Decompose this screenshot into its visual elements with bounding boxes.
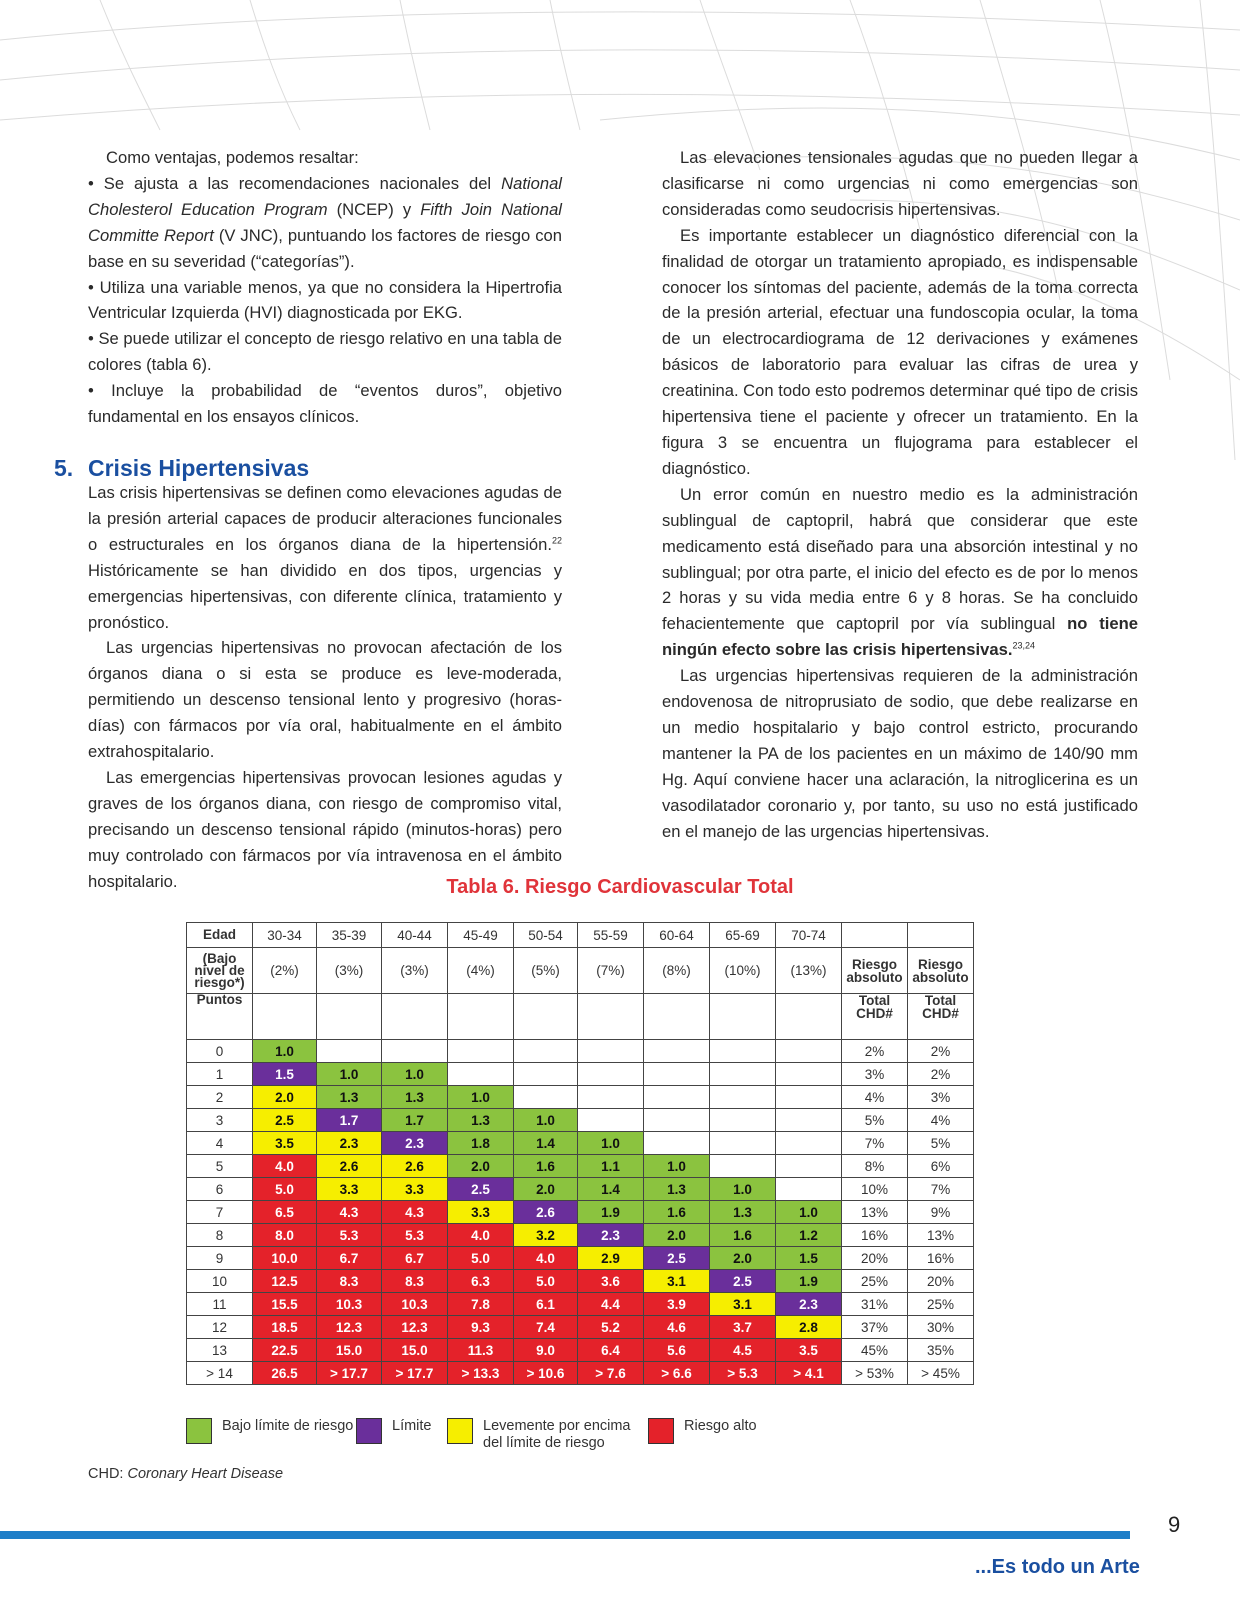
table-row bbox=[187, 1339, 974, 1362]
risk-cell: 2.6 bbox=[382, 1155, 448, 1178]
risk-cell: 10.3 bbox=[317, 1293, 382, 1316]
risk-cell bbox=[710, 1086, 776, 1109]
risk-cell: 6.4 bbox=[578, 1339, 644, 1362]
riesgo-absoluto-cell: 45% bbox=[842, 1339, 908, 1362]
risk-cell bbox=[578, 1086, 644, 1109]
legend-red-label: Riesgo alto bbox=[684, 1418, 757, 1434]
risk-cell bbox=[644, 1086, 710, 1109]
age-group-header: 60-64 bbox=[644, 923, 710, 948]
risk-cell bbox=[514, 1063, 578, 1086]
risk-cell bbox=[776, 1178, 842, 1201]
risk-cell bbox=[776, 1063, 842, 1086]
risk-cell bbox=[644, 1109, 710, 1132]
risk-table bbox=[186, 922, 974, 1385]
points-cell: 0 bbox=[187, 1040, 253, 1063]
age-group-header: 55-59 bbox=[578, 923, 644, 948]
diagnostico-paragraph: Es importante establecer un diagnóstico diferencial con la finalidad de otorgar un tratamiento apropiado, es indispensable conocer los síntomas del paciente, además de la toma correcta de la presión arterial, efectuar una fundoscopia ocular, la toma de un electrocardiograma de 12 derivaciones y exámenes básicos de laboratorio para evaluar las cifras de urea y creatinina. Con todo esto podremos determinar qué tipo de crisis hipertensiva tiene el paciente y ofrecer un tratamiento. En la figura 3 se encuentra un flujograma para establecer el diagnóstico. bbox=[662, 225, 1138, 478]
legend-green bbox=[186, 1418, 353, 1444]
risk-cell: 26.5 bbox=[253, 1362, 317, 1385]
risk-cell: 1.0 bbox=[382, 1063, 448, 1086]
right-text-column bbox=[662, 145, 1138, 844]
risk-cell: 5.3 bbox=[382, 1224, 448, 1247]
riesgo-absoluto-cell: 5% bbox=[842, 1109, 908, 1132]
risk-cell bbox=[644, 1040, 710, 1063]
risk-cell: 12.5 bbox=[253, 1270, 317, 1293]
risk-cell: 10.3 bbox=[382, 1293, 448, 1316]
riesgo-absoluto-cell: 16% bbox=[842, 1224, 908, 1247]
risk-cell: 15.0 bbox=[382, 1339, 448, 1362]
risk-cell: 1.3 bbox=[382, 1086, 448, 1109]
risk-cell: 8.3 bbox=[382, 1270, 448, 1293]
table-row bbox=[187, 1316, 974, 1339]
risk-cell: 3.2 bbox=[514, 1224, 578, 1247]
risk-cell: 7.8 bbox=[448, 1293, 514, 1316]
points-cell: 2 bbox=[187, 1086, 253, 1109]
risk-cell: 1.3 bbox=[448, 1109, 514, 1132]
riesgo-absoluto-cell: > 53% bbox=[842, 1362, 908, 1385]
risk-cell: 1.4 bbox=[514, 1132, 578, 1155]
risk-cell bbox=[710, 1040, 776, 1063]
bullet-hvi: • Utiliza una variable menos, ya que no considera la Hipertrofia Ventricular Izquierda (HVI) diagnosticada por EKG. bbox=[88, 277, 562, 323]
risk-cell: 5.6 bbox=[644, 1339, 710, 1362]
table-row bbox=[187, 1224, 974, 1247]
riesgo-absoluto-cell: 31% bbox=[842, 1293, 908, 1316]
riesgo-absoluto-cell: 2% bbox=[842, 1040, 908, 1063]
risk-cell: 2.8 bbox=[776, 1316, 842, 1339]
table-row bbox=[187, 1063, 974, 1086]
points-cell: 5 bbox=[187, 1155, 253, 1178]
points-cell: 3 bbox=[187, 1109, 253, 1132]
left-text-column bbox=[88, 145, 562, 894]
risk-cell: 4.6 bbox=[644, 1316, 710, 1339]
table-row bbox=[187, 1293, 974, 1316]
risk-cell bbox=[644, 1063, 710, 1086]
risk-cell: 2.5 bbox=[644, 1247, 710, 1270]
points-cell: 12 bbox=[187, 1316, 253, 1339]
risk-cell bbox=[776, 1132, 842, 1155]
legend-purple-swatch bbox=[356, 1418, 382, 1444]
risk-cell: 10.0 bbox=[253, 1247, 317, 1270]
risk-cell: 8.3 bbox=[317, 1270, 382, 1293]
risk-cell: 2.3 bbox=[776, 1293, 842, 1316]
empty-header-cell bbox=[253, 994, 317, 1040]
risk-cell: 5.3 bbox=[317, 1224, 382, 1247]
risk-cell: 4.3 bbox=[317, 1201, 382, 1224]
risk-cell: 3.9 bbox=[644, 1293, 710, 1316]
risk-cell bbox=[710, 1132, 776, 1155]
risk-cell bbox=[710, 1063, 776, 1086]
points-cell: 8 bbox=[187, 1224, 253, 1247]
risk-cell: 4.5 bbox=[710, 1339, 776, 1362]
footer-bar bbox=[0, 1531, 1130, 1539]
crisis-definition-paragraph: Las crisis hipertensivas se definen como elevaciones agudas de la presión arterial capaces de producir alteraciones funcionales o estructurales en los órganos diana de la hipertensión.$^{22}$ Históricamente se han dividido en dos tipos, urgencias y emergencias hipertensivas, con diferente clínica, tratamiento y pronóstico. bbox=[88, 482, 562, 632]
risk-cell: 2.9 bbox=[578, 1247, 644, 1270]
emergencias-paragraph: Las emergencias hipertensivas provocan lesiones agudas y graves de los órganos diana, con riesgo de compromiso vital, precisando un descenso tensional rápido (minutos-horas) pero muy controlado con fármacos por vía intravenosa en el ámbito hospitalario. bbox=[88, 767, 562, 891]
points-cell: 4 bbox=[187, 1132, 253, 1155]
total-chd-cell: 16% bbox=[908, 1247, 974, 1270]
total-chd-cell: 13% bbox=[908, 1224, 974, 1247]
points-cell: 6 bbox=[187, 1178, 253, 1201]
risk-cell: 1.9 bbox=[578, 1201, 644, 1224]
risk-cell: 5.0 bbox=[514, 1270, 578, 1293]
risk-cell: 4.0 bbox=[514, 1247, 578, 1270]
edad-label: Edad bbox=[187, 923, 253, 948]
risk-cell: 6.3 bbox=[448, 1270, 514, 1293]
risk-cell: 1.0 bbox=[776, 1201, 842, 1224]
points-cell: 10 bbox=[187, 1270, 253, 1293]
age-group-header: 35-39 bbox=[317, 923, 382, 948]
risk-cell: 1.0 bbox=[710, 1178, 776, 1201]
risk-cell: 1.0 bbox=[253, 1040, 317, 1063]
risk-cell: 3.1 bbox=[644, 1270, 710, 1293]
risk-cell: > 6.6 bbox=[644, 1362, 710, 1385]
risk-cell: 3.1 bbox=[710, 1293, 776, 1316]
risk-cell: 1.3 bbox=[644, 1178, 710, 1201]
risk-cell: 3.3 bbox=[317, 1178, 382, 1201]
low-risk-header: (3%) bbox=[317, 948, 382, 994]
total-chd-header: Total CHD# bbox=[842, 994, 908, 1040]
table-row bbox=[187, 1086, 974, 1109]
risk-cell: 1.0 bbox=[514, 1109, 578, 1132]
risk-cell: 2.6 bbox=[514, 1201, 578, 1224]
risk-cell: > 10.6 bbox=[514, 1362, 578, 1385]
empty-header-cell bbox=[448, 994, 514, 1040]
total-chd-cell: 3% bbox=[908, 1086, 974, 1109]
table-header-low-risk bbox=[187, 948, 974, 994]
low-risk-header: (4%) bbox=[448, 948, 514, 994]
total-chd-cell: 9% bbox=[908, 1201, 974, 1224]
riesgo-absoluto-cell: 13% bbox=[842, 1201, 908, 1224]
points-cell: 9 bbox=[187, 1247, 253, 1270]
risk-cell: 12.3 bbox=[317, 1316, 382, 1339]
risk-cell: 2.0 bbox=[644, 1224, 710, 1247]
riesgo-absoluto-cell: 7% bbox=[842, 1132, 908, 1155]
chd-footnote: CHD: Coronary Heart Disease bbox=[88, 1466, 284, 1482]
risk-cell: 12.3 bbox=[382, 1316, 448, 1339]
risk-cell bbox=[644, 1132, 710, 1155]
footer-tagline: ...Es todo un Arte bbox=[975, 1556, 1140, 1578]
riesgo-absoluto-header: Riesgo absoluto bbox=[908, 948, 974, 994]
bajo-nivel-label: (Bajo nivel de riesgo*) bbox=[187, 948, 253, 994]
total-chd-cell: 5% bbox=[908, 1132, 974, 1155]
risk-cell bbox=[776, 1086, 842, 1109]
empty-header-cell bbox=[776, 994, 842, 1040]
risk-cell: 8.0 bbox=[253, 1224, 317, 1247]
table-row bbox=[187, 1132, 974, 1155]
risk-cell: 11.3 bbox=[448, 1339, 514, 1362]
empty-header-cell bbox=[710, 994, 776, 1040]
table-row bbox=[187, 1270, 974, 1293]
risk-cell: > 7.6 bbox=[578, 1362, 644, 1385]
risk-cell: 6.1 bbox=[514, 1293, 578, 1316]
risk-cell bbox=[514, 1086, 578, 1109]
riesgo-absoluto-cell: 4% bbox=[842, 1086, 908, 1109]
risk-cell: 4.3 bbox=[382, 1201, 448, 1224]
low-risk-header: (3%) bbox=[382, 948, 448, 994]
risk-cell: 2.6 bbox=[317, 1155, 382, 1178]
risk-cell: 1.6 bbox=[514, 1155, 578, 1178]
legend-yellow-label: Levemente por encima del límite de riesgo bbox=[483, 1418, 631, 1451]
risk-cell: 1.7 bbox=[382, 1109, 448, 1132]
total-chd-cell: 25% bbox=[908, 1293, 974, 1316]
table-row bbox=[187, 1247, 974, 1270]
risk-cell: 1.2 bbox=[776, 1224, 842, 1247]
empty-header-cell bbox=[578, 994, 644, 1040]
risk-cell bbox=[448, 1063, 514, 1086]
risk-cell: > 17.7 bbox=[317, 1362, 382, 1385]
risk-cell: 9.3 bbox=[448, 1316, 514, 1339]
low-risk-header: (5%) bbox=[514, 948, 578, 994]
risk-cell bbox=[578, 1063, 644, 1086]
table-row bbox=[187, 1155, 974, 1178]
risk-cell bbox=[514, 1040, 578, 1063]
risk-cell: 2.0 bbox=[253, 1086, 317, 1109]
risk-cell bbox=[776, 1040, 842, 1063]
total-chd-cell: 6% bbox=[908, 1155, 974, 1178]
risk-cell: 15.5 bbox=[253, 1293, 317, 1316]
risk-cell: 18.5 bbox=[253, 1316, 317, 1339]
table-header-points bbox=[187, 994, 974, 1040]
risk-cell: > 13.3 bbox=[448, 1362, 514, 1385]
riesgo-absoluto-cell: 25% bbox=[842, 1270, 908, 1293]
risk-cell: 1.6 bbox=[710, 1224, 776, 1247]
risk-cell: 15.0 bbox=[317, 1339, 382, 1362]
risk-cell: 2.3 bbox=[317, 1132, 382, 1155]
risk-cell: 1.4 bbox=[578, 1178, 644, 1201]
empty-header-cell bbox=[644, 994, 710, 1040]
risk-cell: 3.3 bbox=[382, 1178, 448, 1201]
legend-yellow-swatch bbox=[447, 1418, 473, 1444]
risk-cell: > 5.3 bbox=[710, 1362, 776, 1385]
legend-red bbox=[648, 1418, 757, 1444]
risk-cell bbox=[448, 1040, 514, 1063]
points-cell: > 14 bbox=[187, 1362, 253, 1385]
risk-cell: 1.5 bbox=[253, 1063, 317, 1086]
low-risk-header: (7%) bbox=[578, 948, 644, 994]
riesgo-absoluto-cell: 10% bbox=[842, 1178, 908, 1201]
bullet-hard-events: • Incluye la probabilidad de “eventos duros”, objetivo fundamental en los ensayos clínicos. bbox=[88, 381, 562, 427]
age-group-header: 70-74 bbox=[776, 923, 842, 948]
risk-cell bbox=[382, 1040, 448, 1063]
riesgo-absoluto-cell: 20% bbox=[842, 1247, 908, 1270]
total-chd-cell: 2% bbox=[908, 1063, 974, 1086]
risk-cell: 4.0 bbox=[448, 1224, 514, 1247]
total-chd-header: Total CHD# bbox=[908, 994, 974, 1040]
risk-cell: 1.7 bbox=[317, 1109, 382, 1132]
risk-cell: 6.7 bbox=[317, 1247, 382, 1270]
total-chd-cell: 35% bbox=[908, 1339, 974, 1362]
seudocrisis-paragraph: Las elevaciones tensionales agudas que no pueden llegar a clasificarse ni como urgencias ni como emergencias son consideradas como seudocrisis hipertensivas. bbox=[662, 148, 1138, 219]
legend-green-swatch bbox=[186, 1418, 212, 1444]
page-number: 9 bbox=[1168, 1512, 1181, 1537]
risk-cell: 1.8 bbox=[448, 1132, 514, 1155]
advantages-intro: Como ventajas, podemos resaltar: bbox=[106, 148, 359, 167]
risk-cell: 5.0 bbox=[253, 1178, 317, 1201]
points-cell: 1 bbox=[187, 1063, 253, 1086]
legend-green-label: Bajo límite de riesgo bbox=[222, 1418, 354, 1434]
total-chd-cell: 20% bbox=[908, 1270, 974, 1293]
risk-cell: 2.3 bbox=[578, 1224, 644, 1247]
risk-cell bbox=[710, 1155, 776, 1178]
empty-header-cell bbox=[317, 994, 382, 1040]
risk-cell: 2.5 bbox=[710, 1270, 776, 1293]
risk-cell: > 4.1 bbox=[776, 1362, 842, 1385]
risk-cell: 6.5 bbox=[253, 1201, 317, 1224]
risk-cell: 2.3 bbox=[382, 1132, 448, 1155]
nitroprusiato-paragraph: Las urgencias hipertensivas requieren de la administración endovenosa de nitroprusiato de sodio, que debe realizarse en un medio hospitalario y bajo control estricto, procurando mantener la PA de los pacientes en un máximo de 140/90 mm Hg. Aquí conviene hacer una aclaración, la nitroglicerina es un vasodilatador coronario y, por tanto, su uso no está justificado en el manejo de las urgencias hipertensivas. bbox=[662, 666, 1138, 841]
riesgo-absoluto-header: Riesgo absoluto bbox=[842, 948, 908, 994]
risk-cell: 1.3 bbox=[317, 1086, 382, 1109]
risk-cell: 22.5 bbox=[253, 1339, 317, 1362]
risk-cell bbox=[578, 1040, 644, 1063]
risk-cell: 2.5 bbox=[448, 1178, 514, 1201]
risk-cell: 2.0 bbox=[710, 1247, 776, 1270]
empty-header-cell bbox=[908, 923, 974, 948]
urgencias-paragraph: Las urgencias hipertensivas no provocan afectación de los órganos diana o si esta se produce es leve-moderada, permitiendo un descenso tensional lento y progresivo (horas-días) con fármacos por vía oral, habitualmente en el ámbito extrahospitalario. bbox=[88, 638, 562, 762]
legend-yellow bbox=[447, 1418, 631, 1452]
risk-cell: 2.0 bbox=[514, 1178, 578, 1201]
total-chd-cell: 2% bbox=[908, 1040, 974, 1063]
low-risk-header: (13%) bbox=[776, 948, 842, 994]
risk-cell: 1.0 bbox=[317, 1063, 382, 1086]
risk-cell: 2.5 bbox=[253, 1109, 317, 1132]
risk-cell bbox=[317, 1040, 382, 1063]
risk-cell: 1.0 bbox=[644, 1155, 710, 1178]
points-cell: 11 bbox=[187, 1293, 253, 1316]
total-chd-cell: 4% bbox=[908, 1109, 974, 1132]
risk-cell bbox=[776, 1109, 842, 1132]
risk-cell: 3.6 bbox=[578, 1270, 644, 1293]
risk-cell: 1.0 bbox=[448, 1086, 514, 1109]
risk-cell: 5.0 bbox=[448, 1247, 514, 1270]
puntos-label: Puntos bbox=[187, 994, 253, 1040]
table-row bbox=[187, 1109, 974, 1132]
age-group-header: 45-49 bbox=[448, 923, 514, 948]
legend-purple-label: Límite bbox=[392, 1418, 432, 1434]
risk-cell: 1.1 bbox=[578, 1155, 644, 1178]
risk-cell: 3.7 bbox=[710, 1316, 776, 1339]
empty-header-cell bbox=[514, 994, 578, 1040]
empty-header-cell bbox=[382, 994, 448, 1040]
risk-cell: 9.0 bbox=[514, 1339, 578, 1362]
risk-cell: 1.0 bbox=[578, 1132, 644, 1155]
total-chd-cell: 30% bbox=[908, 1316, 974, 1339]
empty-header-cell bbox=[842, 923, 908, 948]
section-heading bbox=[54, 455, 309, 482]
low-risk-header: (10%) bbox=[710, 948, 776, 994]
risk-cell: > 17.7 bbox=[382, 1362, 448, 1385]
table-title: Tabla 6. Riesgo Cardiovascular Total bbox=[446, 876, 794, 898]
risk-cell: 1.9 bbox=[776, 1270, 842, 1293]
risk-cell: 4.0 bbox=[253, 1155, 317, 1178]
section-number: 5. bbox=[54, 455, 74, 481]
risk-cell: 3.3 bbox=[448, 1201, 514, 1224]
section-title: Crisis Hipertensivas bbox=[88, 455, 310, 481]
points-cell: 13 bbox=[187, 1339, 253, 1362]
low-risk-header: (8%) bbox=[644, 948, 710, 994]
total-chd-cell: > 45% bbox=[908, 1362, 974, 1385]
age-group-header: 30-34 bbox=[253, 923, 317, 948]
total-chd-cell: 7% bbox=[908, 1178, 974, 1201]
risk-cell bbox=[776, 1155, 842, 1178]
risk-cell: 1.6 bbox=[644, 1201, 710, 1224]
table-row bbox=[187, 1178, 974, 1201]
risk-cell bbox=[710, 1109, 776, 1132]
bullet-ncep: • Se ajusta a las recomendaciones nacionales del National Cholesterol Education Program (NCEP) y Fifth Join National Committe Report (V JNC), puntuando los factores de riesgo con base en su severidad (“categorías”). bbox=[88, 173, 562, 271]
risk-cell: 4.4 bbox=[578, 1293, 644, 1316]
risk-cell: 3.5 bbox=[776, 1339, 842, 1362]
legend-red-swatch bbox=[648, 1418, 674, 1444]
legend-purple bbox=[356, 1418, 432, 1444]
riesgo-absoluto-cell: 37% bbox=[842, 1316, 908, 1339]
table-header-age bbox=[187, 923, 974, 948]
risk-cell: 2.0 bbox=[448, 1155, 514, 1178]
risk-cell: 3.5 bbox=[253, 1132, 317, 1155]
low-risk-header: (2%) bbox=[253, 948, 317, 994]
captopril-paragraph: Un error común en nuestro medio es la administración sublingual de captopril, habrá que considerar que este medicamento está diseñado para una absorción intestinal y no sublingual; por otra parte, el inicio del efecto es de por lo menos 2 horas y su vida media entre 6 y 8 horas. Se ha concluido fehacientemente que captopril por vía sublingual no tiene ningún efecto sobre las crisis hipertensivas.$^{23,24}$ bbox=[662, 484, 1138, 660]
table-row bbox=[187, 1201, 974, 1224]
riesgo-absoluto-cell: 3% bbox=[842, 1063, 908, 1086]
bullet-relative-risk: • Se puede utilizar el concepto de riesgo relativo en una tabla de colores (tabla 6). bbox=[88, 329, 562, 375]
risk-cell: 1.3 bbox=[710, 1201, 776, 1224]
table-row bbox=[187, 1362, 974, 1385]
risk-cell: 7.4 bbox=[514, 1316, 578, 1339]
age-group-header: 40-44 bbox=[382, 923, 448, 948]
risk-cell bbox=[578, 1109, 644, 1132]
age-group-header: 65-69 bbox=[710, 923, 776, 948]
risk-cell: 1.5 bbox=[776, 1247, 842, 1270]
riesgo-absoluto-cell: 8% bbox=[842, 1155, 908, 1178]
age-group-header: 50-54 bbox=[514, 923, 578, 948]
table-row bbox=[187, 1040, 974, 1063]
points-cell: 7 bbox=[187, 1201, 253, 1224]
risk-cell: 6.7 bbox=[382, 1247, 448, 1270]
risk-cell: 5.2 bbox=[578, 1316, 644, 1339]
